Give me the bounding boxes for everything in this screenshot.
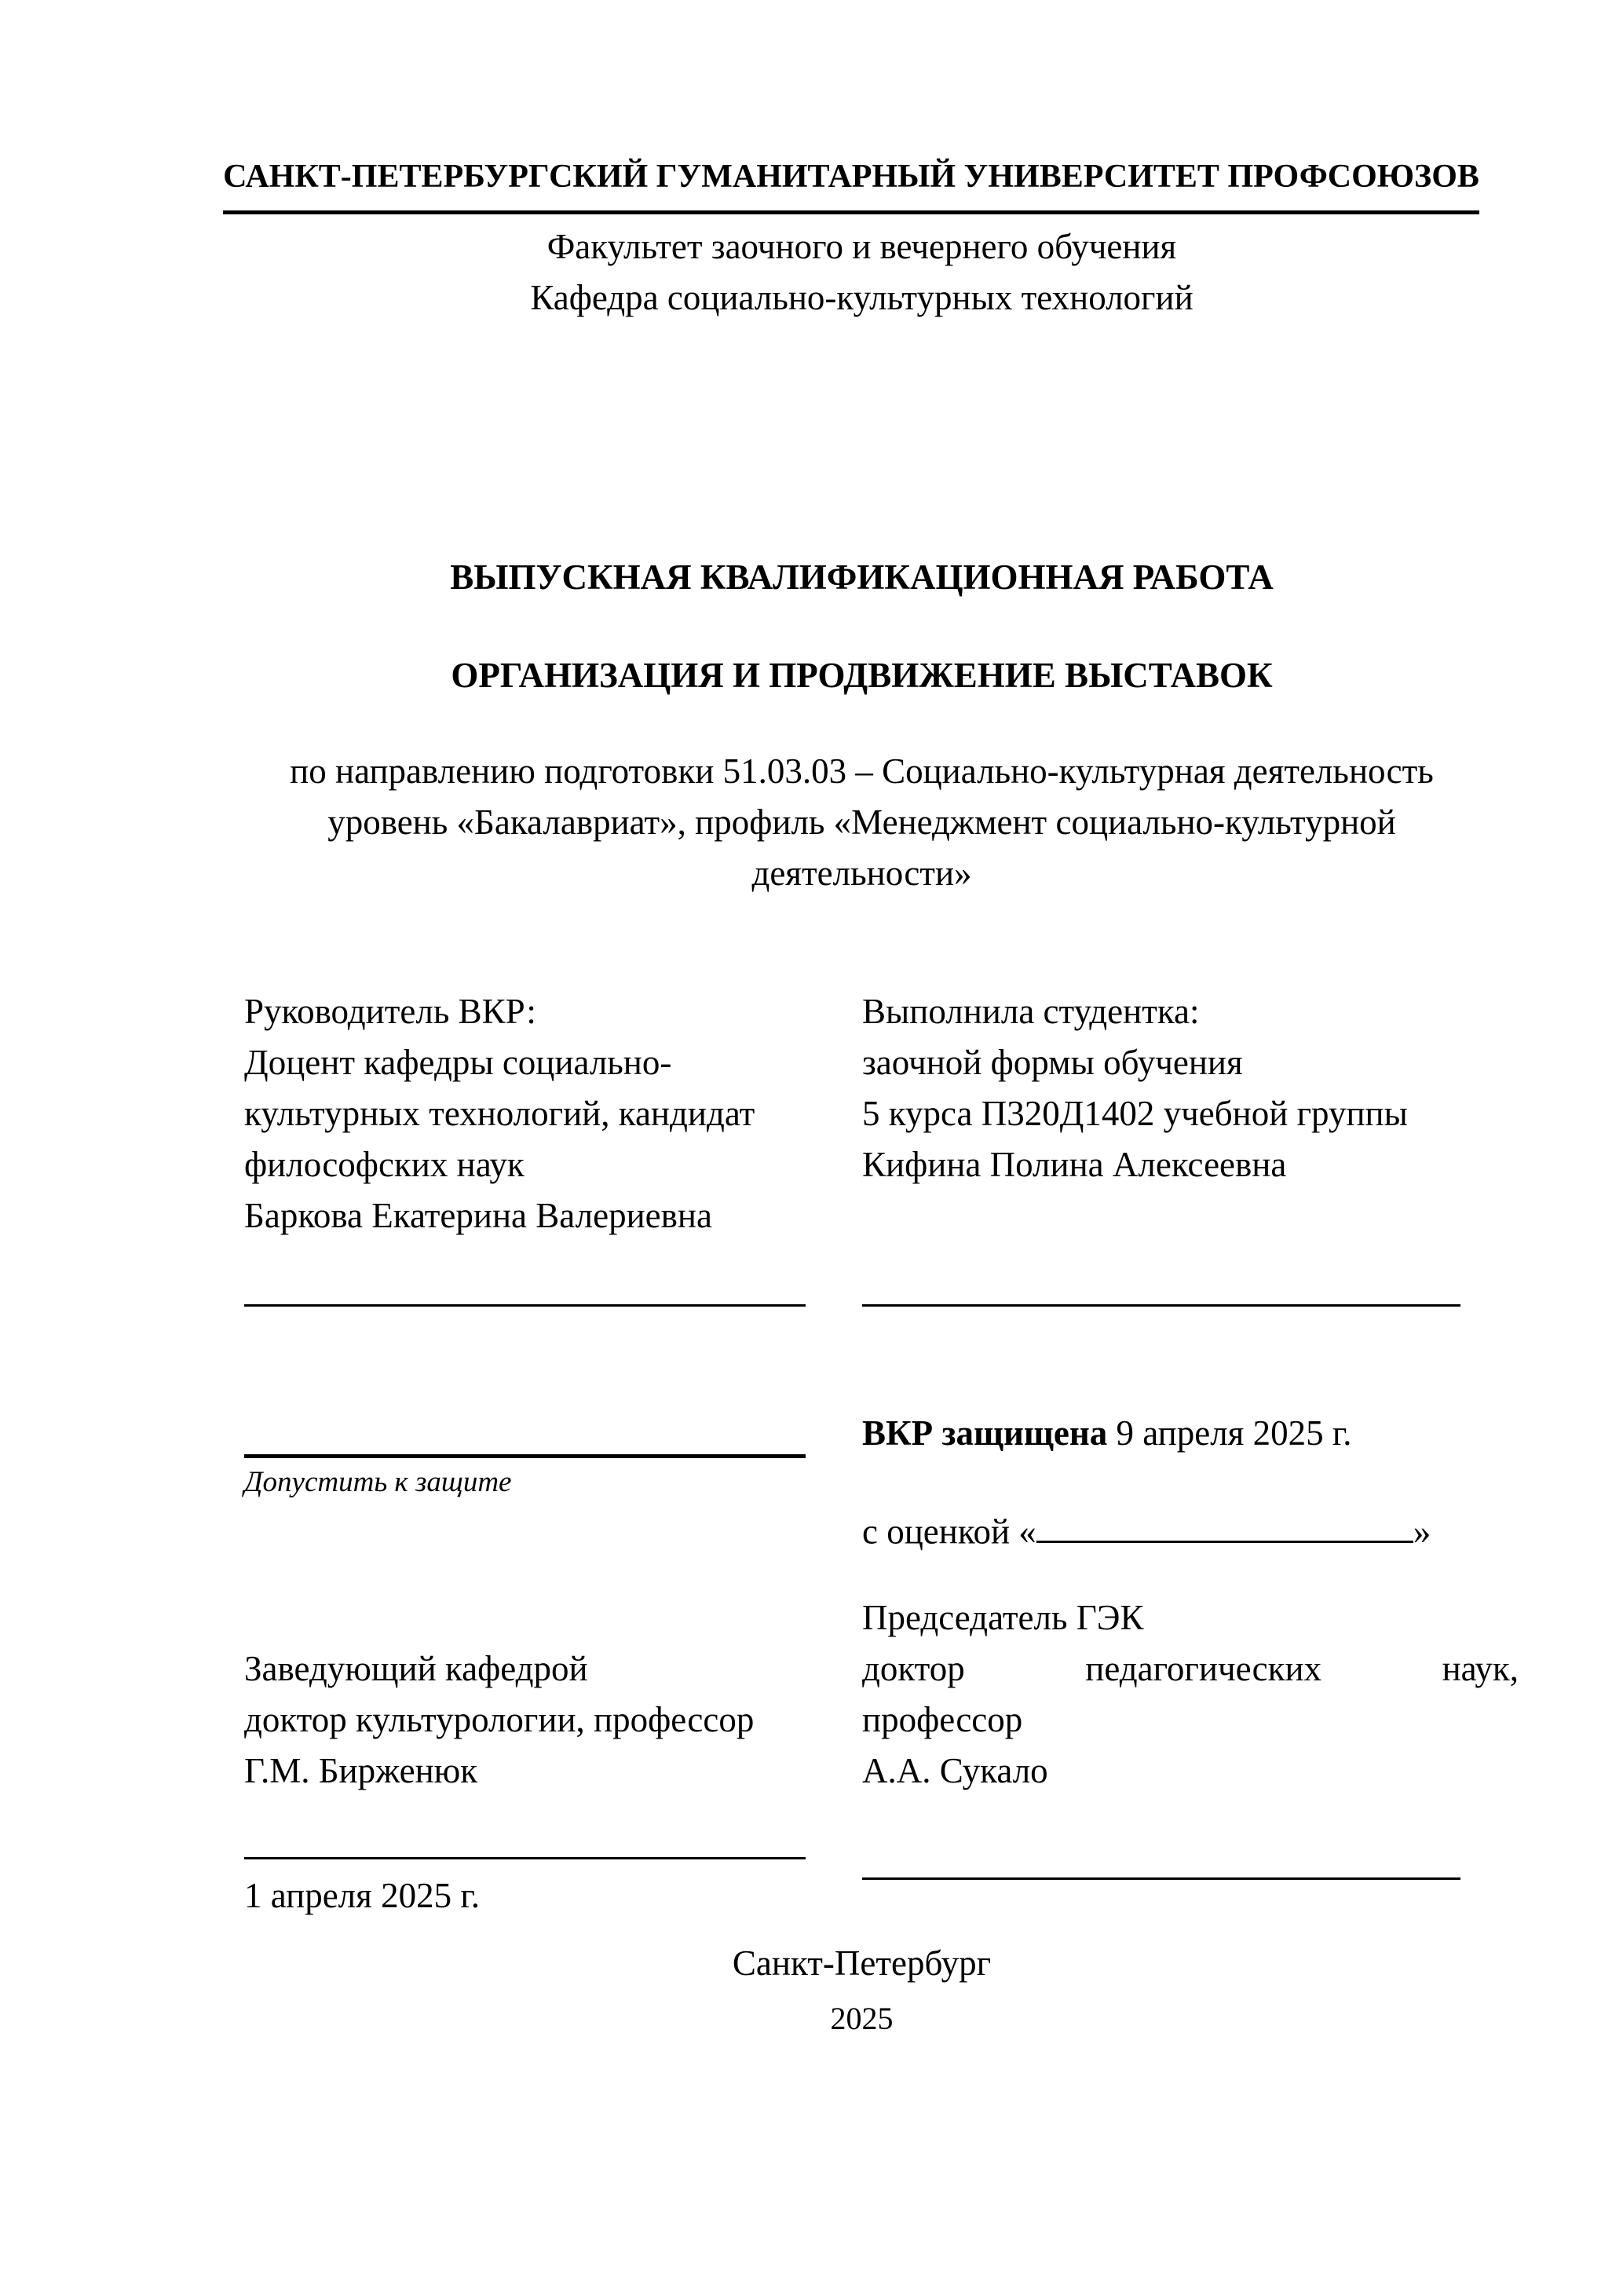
supervisor-label: Руководитель ВКР: xyxy=(244,992,536,1031)
student-block xyxy=(862,986,1545,1190)
department-head-block xyxy=(244,1643,841,1797)
footer-city: Санкт-Петербург xyxy=(732,1943,992,1983)
program-direction-line: по направлению подготовки 51.03.03 – Социально-культурная деятельность xyxy=(290,751,1434,791)
defense-statement xyxy=(862,1408,1585,1459)
faculty-line: Факультет заочного и вечернего обучения xyxy=(546,227,1177,266)
supervisor-signature-line xyxy=(244,1278,806,1307)
thesis-topic-title: ОРГАНИЗАЦИЯ И ПРОДВИЖЕНИЕ ВЫСТАВОК xyxy=(451,656,1273,695)
head-position-line1: Заведующий кафедрой xyxy=(244,1649,588,1688)
head-signature-line xyxy=(244,1831,806,1859)
defense-statement-date: 9 апреля 2025 г. xyxy=(1107,1413,1352,1453)
student-signature-line xyxy=(862,1278,1460,1307)
supervisor-block xyxy=(244,986,794,1241)
chairman-degree-continued: профессор xyxy=(862,1700,1023,1739)
student-label: Выполнила студентка: xyxy=(862,992,1200,1031)
chairman-name: А.А. Сукало xyxy=(862,1751,1048,1790)
chairman-signature-line xyxy=(862,1852,1460,1880)
head-name: Г.М. Бирженюк xyxy=(244,1751,478,1790)
head-position-line2: доктор культурологии, профессор xyxy=(244,1700,755,1739)
grade-line xyxy=(862,1506,1592,1557)
footer-year: 2025 xyxy=(830,2001,894,2036)
department-line: Кафедра социально-культурных технологий xyxy=(530,278,1193,317)
program-info-block xyxy=(244,746,1479,899)
student-study-form: заочной формы обучения xyxy=(862,1043,1243,1082)
admission-label: Допустить к защите xyxy=(244,1466,512,1498)
admission-date: 1 апреля 2025 г. xyxy=(244,1876,480,1915)
defense-statement-bold: ВКР защищена xyxy=(862,1413,1108,1453)
admission-block xyxy=(244,1454,806,1501)
chairman-degree: доктор педагогических наук, xyxy=(862,1649,1519,1688)
grade-prefix: с оценкой « xyxy=(862,1512,1036,1552)
university-header: САНКТ-ПЕТЕРБУРГСКИЙ ГУМАНИТАРНЫЙ УНИВЕРСИТЕТ ПРОФСОЮЗОВ xyxy=(223,155,1479,214)
student-name: Кифина Полина Алексеевна xyxy=(862,1145,1287,1184)
grade-blank-line xyxy=(1036,1506,1413,1543)
grade-suffix: » xyxy=(1413,1512,1431,1552)
student-group: 5 курса П320Д1402 учебной группы xyxy=(862,1094,1408,1133)
supervisor-position: Доцент кафедры социально-культурных технологий, кандидат философских наук xyxy=(244,1043,755,1184)
supervisor-name: Баркова Екатерина Валериевна xyxy=(244,1196,712,1235)
program-profile-line: уровень «Бакалавриат», профиль «Менеджмент социально-культурной деятельности» xyxy=(327,803,1396,893)
chairman-title: Председатель ГЭК xyxy=(862,1598,1144,1637)
faculty-department-block xyxy=(244,221,1479,324)
work-type-title: ВЫПУСКНАЯ КВАЛИФИКАЦИОННАЯ РАБОТА xyxy=(450,558,1274,597)
